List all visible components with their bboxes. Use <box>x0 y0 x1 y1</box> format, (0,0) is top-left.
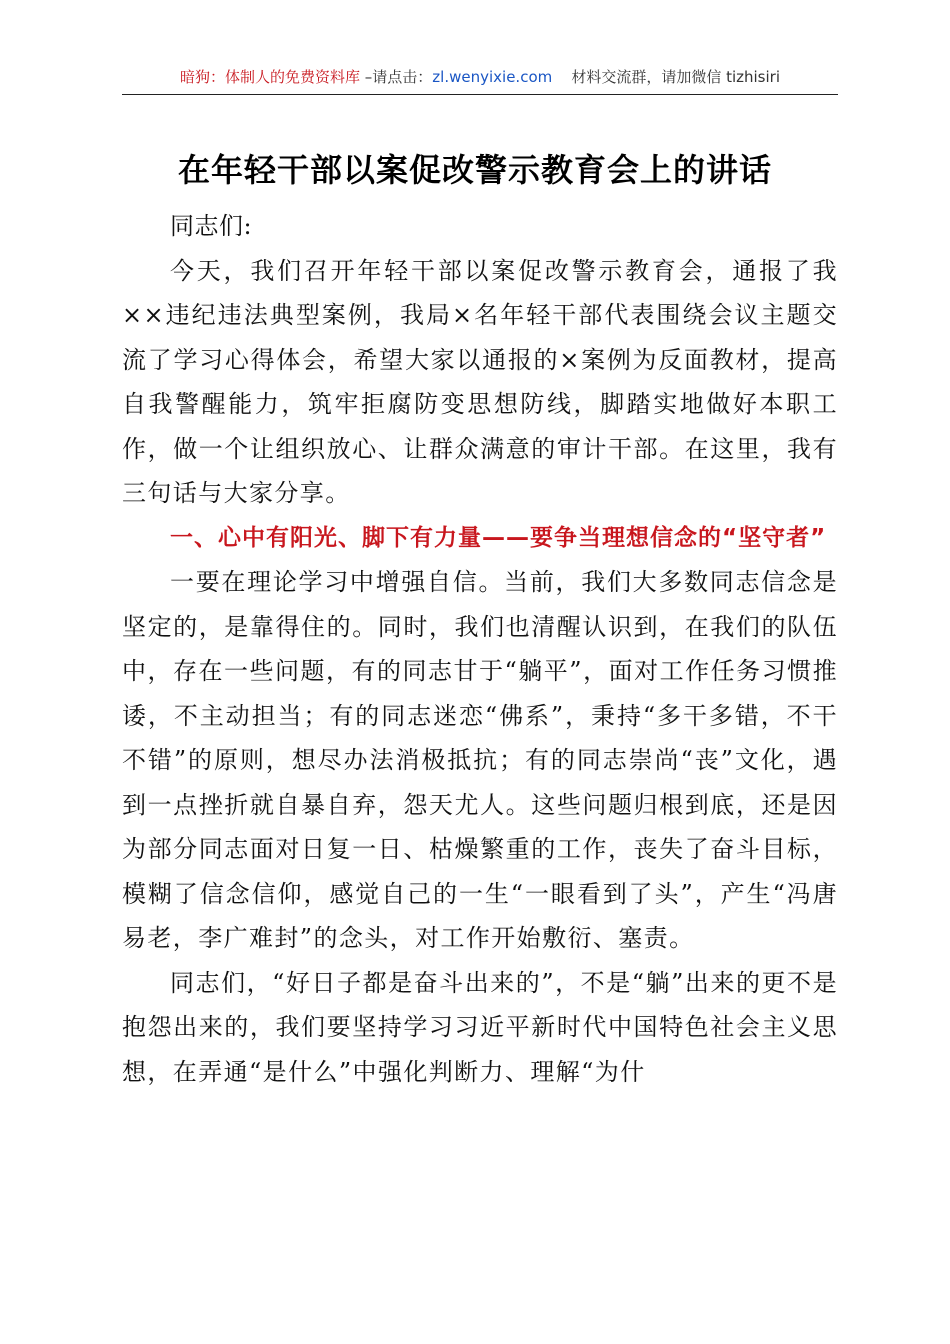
paragraph-intro: 今天，我们召开年轻干部以案促改警示教育会，通报了我××违纪违法典型案例，我局×名年轻干部代表围绕会议主题交流了学习心得体会，希望大家以通报的×案例为反面教材，提高自我警醒能力，筑牢拒腐防变思想防线，脚踏实地做好本职工作，做一个让组织放心、让群众满意的审计干部。在这里，我有三句话与大家分享。 <box>122 256 838 507</box>
page-header <box>122 66 838 95</box>
header-group-note: 材料交流群，请加微信 tizhisiri <box>571 68 780 86</box>
paragraph-section1-1: 一要在理论学习中增强自信。当前，我们大多数同志信念是坚定的，是靠得住的。同时，我们也清醒认识到，在我们的队伍中，存在一些问题，有的同志甘于“躺平”，面对工作任务习惯推诿，不主动担当；有的同志迷恋“佛系”，秉持“多干多错，不干不错”的原则，想尽办法消极抵抗；有的同志崇尚“丧”文化，遇到一点挫折就自暴自弃，怨天尤人。这些问题归根到底，还是因为部分同志面对日复一日、枯燥繁重的工作，丧失了奋斗目标，模糊了信念信仰，感觉自己的一生“一眼看到了头”，产生“冯唐易老，李广难封”的念头，对工作开始敷衍、塞责。 <box>122 568 838 952</box>
salutation: 同志们: <box>170 212 253 240</box>
document-title: 在年轻干部以案促改警示教育会上的讲话 <box>177 151 772 189</box>
paragraph-section1-2: 同志们，“好日子都是奋斗出来的”，不是“躺”出来的更不是抱怨出来的，我们要坚持学习习近平新时代中国特色社会主义思想，在弄通“是什么”中强化判断力、理解“为什 <box>122 968 838 1086</box>
header-brand: 暗狗：体制人的免费资料库 <box>180 68 361 86</box>
section-heading-1: 一、心中有阳光、脚下有力量——要争当理想信念的“坚守者” <box>170 524 827 551</box>
header-click-prompt: –请点击： <box>360 68 433 86</box>
header-url-link[interactable]: zl.wenyixie.com <box>432 68 553 86</box>
document-body <box>122 204 838 1094</box>
